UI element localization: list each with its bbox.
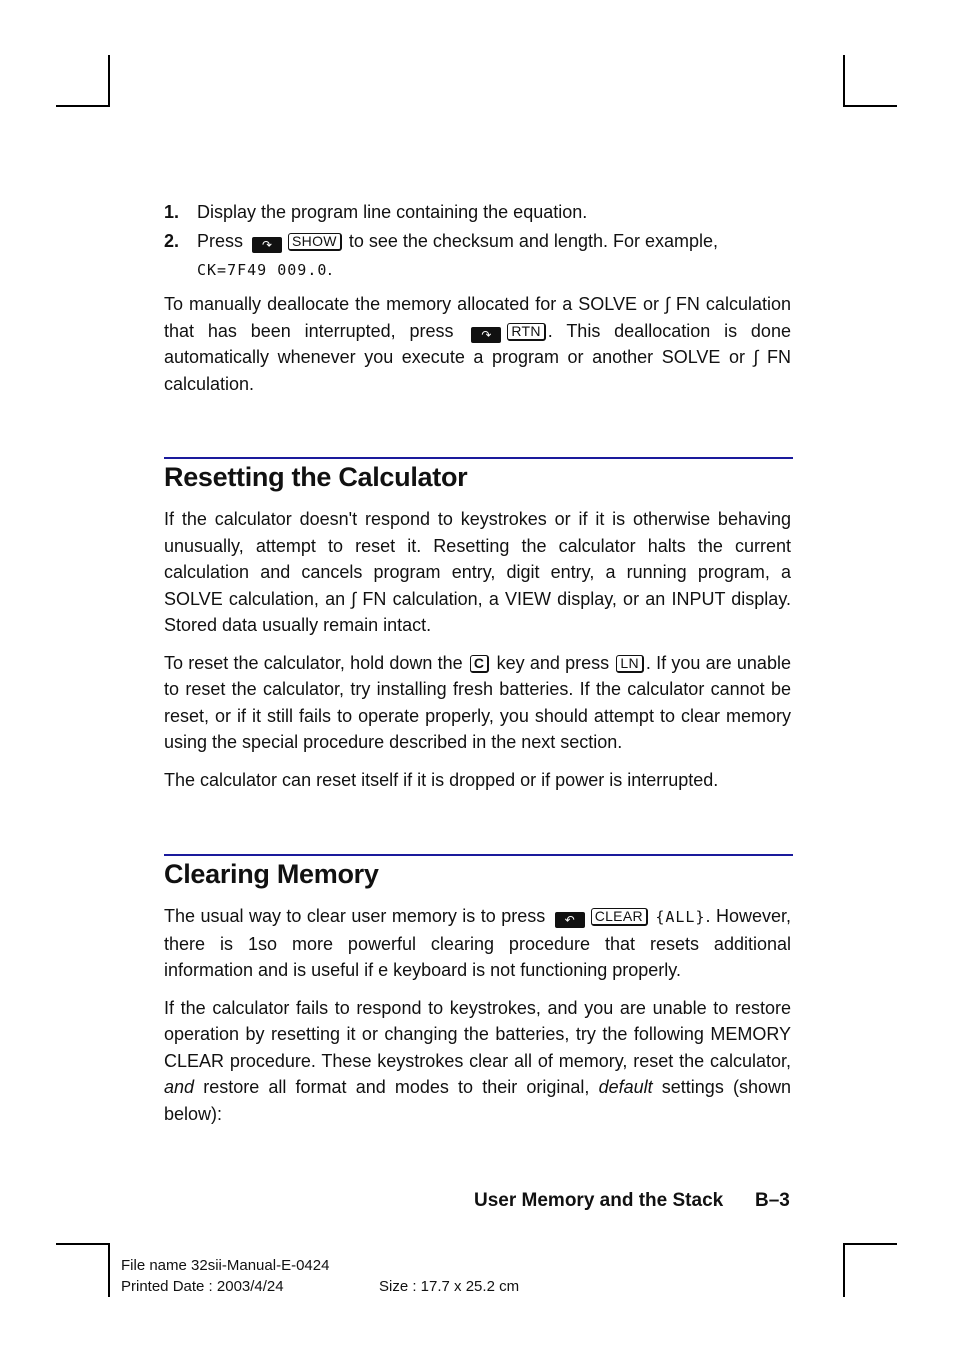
- clear-body: [164, 903, 791, 1127]
- page-size: Size : 17.7 x 25.2 cm: [379, 1278, 520, 1295]
- text-part: settings (shown below):: [164, 1077, 791, 1124]
- emphasis-and: and: [164, 1077, 195, 1097]
- text-part: restore all format and modes to their original,: [203, 1077, 590, 1097]
- clear-paragraph-2: [164, 995, 791, 1128]
- text-part: . If you are unable to reset the calculator, try installing fresh batteries. If the calculator cannot be reset, or if it still fails to operate properly, you should attempt to clear memory using the special procedure described in the next section.: [164, 652, 791, 752]
- right-shift-key-icon: ↷: [471, 327, 501, 343]
- display-readout: CK=7F49 009.0: [197, 261, 328, 279]
- page-number: B–3: [755, 1190, 790, 1211]
- step-number: 2.: [164, 231, 180, 251]
- reset-paragraph-2: [164, 650, 791, 756]
- text-part: The usual way to clear user memory is to press: [164, 906, 546, 926]
- step-text: [197, 227, 792, 284]
- crop-mark: [56, 1243, 110, 1245]
- running-footer-title: User Memory and the Stack: [474, 1190, 724, 1211]
- reset-body: [164, 506, 791, 793]
- dealloc-paragraph: [164, 291, 791, 397]
- rtn-key: RTN: [507, 323, 545, 341]
- text-part: If the calculator fails to respond to keystrokes, and you are unable to restore operation by resetting it or changing the batteries, try the following MEMORY CLEAR procedure. These keystrokes clear all of memory, reset the calculator,: [164, 997, 791, 1071]
- step-text: Display the program line containing the equation.: [197, 202, 588, 222]
- section-rule: [164, 854, 793, 856]
- printed-date: Printed Date : 2003/4/24: [121, 1278, 284, 1295]
- text-part: . This deallocation is done automatically whenever you execute a program or another SOLVE or ∫ FN calculation.: [164, 320, 791, 394]
- crop-mark: [843, 1243, 845, 1297]
- emphasis-default: default: [598, 1077, 653, 1097]
- crop-mark: [843, 1243, 897, 1245]
- text-part: To reset the calculator, hold down the: [164, 652, 463, 673]
- step-number: 1.: [164, 202, 180, 222]
- c-key: C: [470, 655, 489, 673]
- text-part: . However, there is 1so more powerful clearing procedure that resets additional information and is useful if e keyboard is not functioning properly.: [164, 906, 791, 980]
- paragraph: [164, 291, 791, 397]
- crop-mark: [843, 105, 897, 107]
- crop-mark: [108, 1243, 110, 1297]
- text-part: To manually deallocate the memory allocated for a SOLVE or ∫ FN calculation that has been interrupted, press: [164, 294, 791, 341]
- section-heading-clear: Clearing Memory: [164, 859, 379, 889]
- show-key: SHOW: [288, 233, 342, 251]
- reset-paragraph-3: The calculator can reset itself if it is dropped or if power is interrupted.: [164, 769, 719, 790]
- step-text-part: Press: [197, 231, 244, 251]
- reset-paragraph-1: If the calculator doesn't respond to keystrokes or if it is otherwise behaving unusually, attempt to reset it. Resetting the calculator halts the current calculation and cancels program entry, digit entry, a running program, a SOLVE calculation, an ∫ FN calculation, a VIEW display, or an INPUT display. Stored data usually remain intact.: [164, 509, 791, 635]
- left-shift-key-icon: ↶: [555, 912, 585, 928]
- step-text-part: .: [327, 259, 333, 279]
- section-heading-reset: Resetting the Calculator: [164, 462, 468, 492]
- crop-mark: [843, 55, 845, 107]
- text-part: key and press: [496, 652, 610, 673]
- right-shift-key-icon: ↷: [252, 237, 282, 253]
- section-rule: [164, 457, 793, 459]
- step-text-part: to see the checksum and length. For example,: [348, 231, 719, 251]
- crop-mark: [56, 105, 110, 107]
- crop-mark: [108, 55, 110, 107]
- clear-key: CLEAR: [591, 908, 648, 926]
- menu-option-all: {ALL}: [655, 908, 706, 926]
- file-name: File name 32sii-Manual-E-0424: [121, 1257, 330, 1274]
- ln-key: LN: [616, 655, 644, 673]
- clear-paragraph-1: [164, 903, 791, 984]
